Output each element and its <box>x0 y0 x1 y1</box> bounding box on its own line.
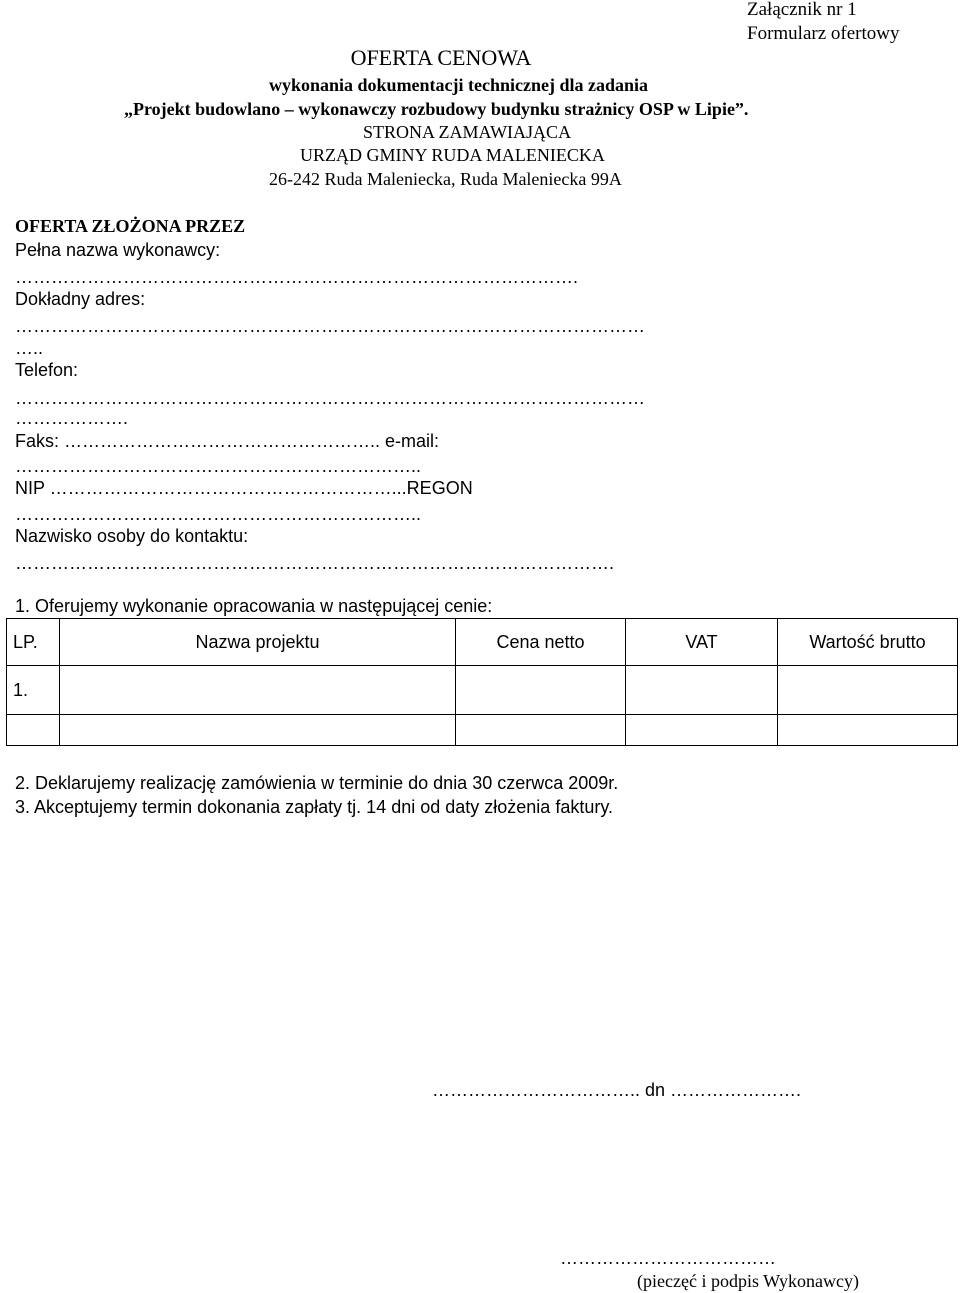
email-field: ………………………………………………………….. <box>15 456 422 476</box>
header-net-price: Cena netto <box>456 619 626 666</box>
contractor-name-field: …………………………………………………………………………………. <box>15 267 579 287</box>
header-vat: VAT <box>626 619 778 666</box>
project-name: „Projekt budowlano – wykonawczy rozbudowy budynku strażnicy OSP w Lipie”. <box>124 99 749 119</box>
row-2-project-name <box>60 715 456 746</box>
row-1-gross-value <box>778 666 958 715</box>
contact-person-field: ………………………………………………………………………………………. <box>15 553 615 573</box>
row-1-net-price <box>456 666 626 715</box>
price-table <box>6 618 958 746</box>
fax-email-line: Faks: …………………………………………….. e-mail: <box>15 431 440 451</box>
address-field: …………………………………………………………………………………………… <box>15 316 645 336</box>
phone-field-end: ………………. <box>15 408 129 428</box>
signature-label: (pieczęć i podpis Wykonawcy) <box>637 1271 860 1291</box>
section-3-text: 3. Akceptujemy termin dokonania zapłaty tj. 14 dni od daty złożenia faktury. <box>15 797 613 817</box>
regon-field: ………………………………………………………….. <box>15 504 422 524</box>
row-1-project-name <box>60 666 456 715</box>
row-2-gross-value <box>778 715 958 746</box>
document-title: OFERTA CENOWA <box>350 45 532 70</box>
nip-regon-line: NIP …………………………………………………...REGON <box>15 478 473 498</box>
header-project-name: Nazwa projektu <box>60 619 456 666</box>
address-label: Dokładny adres: <box>15 289 146 309</box>
ordering-party-heading: STRONA ZAMAWIAJĄCA <box>363 122 572 142</box>
contractor-name-label: Pełna nazwa wykonawcy: <box>15 240 221 260</box>
place-date-line: …………………………….. dn …………………. <box>432 1080 802 1100</box>
ordering-party-name: URZĄD GMINY RUDA MALENIECKA <box>300 145 605 165</box>
row-2-net-price <box>456 715 626 746</box>
row-2-lp <box>7 715 60 746</box>
section-1-text: 1. Oferujemy wykonanie opracowania w następującej cenie: <box>15 596 493 616</box>
ordering-party-address: 26-242 Ruda Maleniecka, Ruda Maleniecka 99A <box>269 169 622 189</box>
row-1-vat <box>626 666 778 715</box>
phone-label: Telefon: <box>15 360 79 380</box>
attachment-label: Załącznik nr 1 <box>747 0 857 20</box>
form-type-label: Formularz ofertowy <box>747 23 900 44</box>
header-gross-value: Wartość brutto <box>778 619 958 666</box>
signature-field: ……………………………… <box>560 1248 776 1268</box>
table-header-row <box>7 619 958 666</box>
table-row <box>7 715 958 746</box>
submitter-heading: OFERTA ZŁOŻONA PRZEZ <box>15 216 246 236</box>
header-lp: LP. <box>7 619 60 666</box>
title-line-2: wykonania dokumentacji technicznej dla zadania <box>269 75 649 95</box>
row-2-vat <box>626 715 778 746</box>
phone-field: …………………………………………………………………………………………… <box>15 388 645 408</box>
contact-person-label: Nazwisko osoby do kontaktu: <box>15 526 249 546</box>
section-2-text: 2. Deklarujemy realizację zamówienia w terminie do dnia 30 czerwca 2009r. <box>15 773 619 793</box>
table-row <box>7 666 958 715</box>
address-field-end: ….. <box>15 338 44 358</box>
row-1-lp: 1. <box>7 666 60 715</box>
